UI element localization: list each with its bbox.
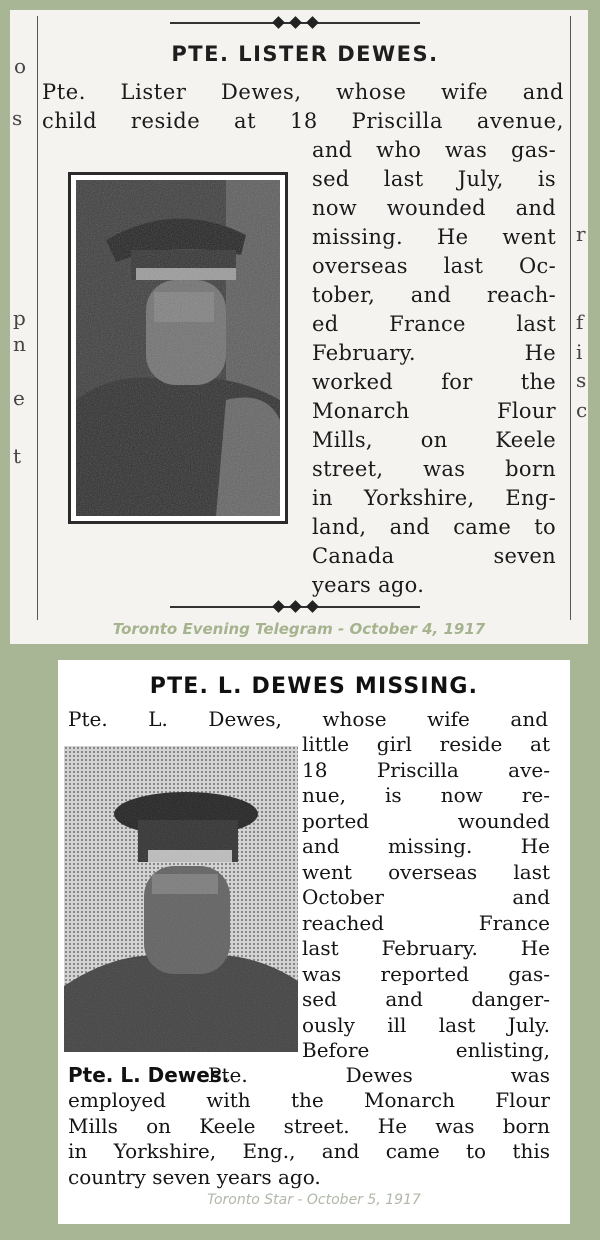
text-line: and missing. He xyxy=(302,834,550,858)
source-caption: Toronto Star - October 5, 1917 xyxy=(207,1192,421,1208)
adjacent-column-fragment: i xyxy=(576,340,583,364)
text-line: in Yorkshire, Eng., and came to this xyxy=(68,1139,550,1163)
text-line: years ago. xyxy=(312,573,425,597)
adjacent-column-fragment: e xyxy=(13,386,25,410)
adjacent-column-fragment: c xyxy=(576,398,588,422)
text-line: 18 Priscilla ave- xyxy=(302,757,550,782)
text-line: went overseas last xyxy=(302,859,550,884)
text-line: land, and came to xyxy=(312,515,556,539)
text-line: reached France xyxy=(302,910,550,935)
text-line: Pte. Lister Dewes, whose wife and xyxy=(42,80,564,104)
star-clipping xyxy=(58,660,570,1224)
text-line: Pte. Dewes was xyxy=(208,1063,550,1087)
text-line: nue, is now re- xyxy=(302,783,550,807)
ornament-rule-icon xyxy=(170,600,420,614)
adjacent-column-fragment: o xyxy=(14,54,27,78)
text-line: Before enlisting, xyxy=(302,1038,550,1062)
ornament-rule-icon xyxy=(170,16,420,30)
text-line: employed with the Monarch Flour xyxy=(68,1088,550,1112)
closing-paragraph xyxy=(68,1088,550,1190)
text-line: was reported gas- xyxy=(302,961,550,986)
soldier-portrait-icon xyxy=(76,180,280,516)
text-line: country seven years ago. xyxy=(68,1164,321,1189)
text-line: missing. He went xyxy=(312,225,556,249)
column-rule-right xyxy=(570,16,571,620)
text-line: February. He xyxy=(312,341,556,365)
adjacent-column-fragment: s xyxy=(12,106,23,130)
body-column xyxy=(312,136,556,600)
soldier-photo xyxy=(64,746,298,1052)
text-line: ously ill last July. xyxy=(302,1012,550,1037)
source-caption: Toronto Evening Telegram - October 4, 1917 xyxy=(112,620,486,638)
text-line: Mills, on Keele xyxy=(312,428,556,452)
column-rule-left xyxy=(37,16,38,620)
text-line: overseas last Oc- xyxy=(312,254,556,278)
adjacent-column-fragment: f xyxy=(576,310,584,334)
adjacent-column-fragment: t xyxy=(13,444,22,468)
soldier-portrait-halftone-icon xyxy=(64,746,298,1052)
text-line: October and xyxy=(302,885,550,909)
text-line: tober, and reach- xyxy=(312,283,556,307)
text-line: little girl reside at xyxy=(302,732,550,756)
text-line: street, was born xyxy=(312,457,556,481)
body-column xyxy=(302,732,550,1064)
text-line: in Yorkshire, Eng- xyxy=(312,486,556,510)
headline: PTE. L. DEWES MISSING. xyxy=(149,674,479,699)
text-line: ed France last xyxy=(312,312,556,336)
text-line: now wounded and xyxy=(312,196,556,220)
text-line: Monarch Flour xyxy=(312,399,556,423)
text-line: last February. He xyxy=(302,936,550,960)
adjacent-column-fragment: r xyxy=(576,222,586,246)
adjacent-column-fragment: n xyxy=(13,332,26,356)
text-line: sed last July, is xyxy=(312,167,556,191)
photo-caption: Pte. L. Dewes. xyxy=(68,1063,230,1087)
adjacent-column-fragment: p xyxy=(13,306,26,330)
text-line: ported wounded xyxy=(302,808,550,833)
lead-paragraph xyxy=(42,78,564,136)
telegram-clipping xyxy=(10,10,588,644)
lead-paragraph xyxy=(68,706,548,732)
text-line: Pte. L. Dewes, whose wife and xyxy=(68,707,548,731)
headline: PTE. LISTER DEWES. xyxy=(171,42,439,66)
text-line: sed and danger- xyxy=(302,987,550,1011)
text-line: child reside at 18 Priscilla avenue, xyxy=(42,109,564,133)
adjacent-column-fragment: s xyxy=(576,368,587,392)
soldier-photo xyxy=(68,172,288,524)
text-line: worked for the xyxy=(312,370,556,394)
text-line: Canada seven xyxy=(312,544,556,568)
text-line: Mills on Keele street. He was born xyxy=(68,1113,550,1138)
text-line: and who was gas- xyxy=(312,138,556,162)
